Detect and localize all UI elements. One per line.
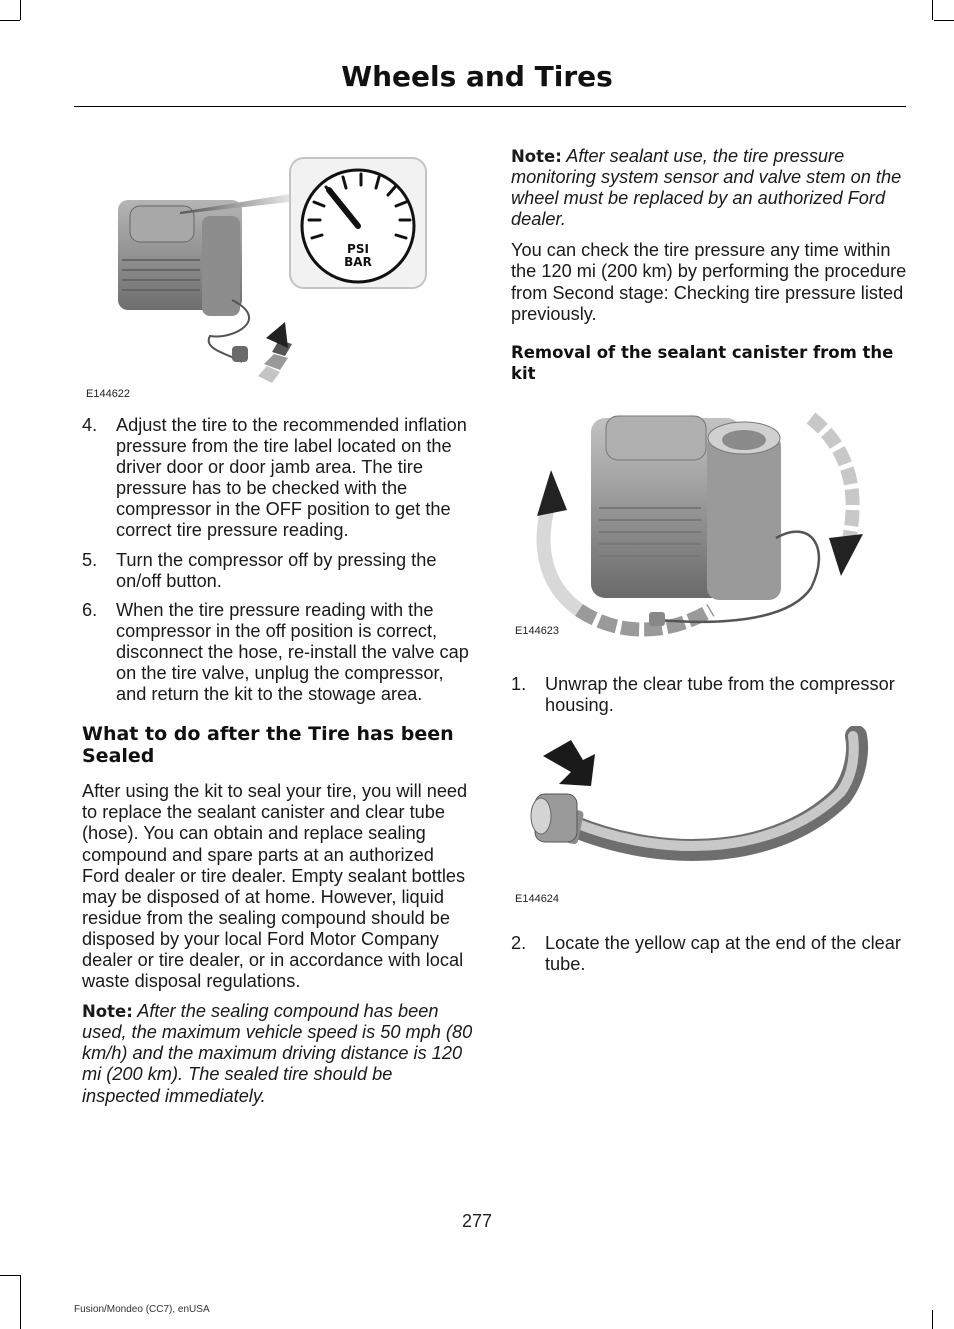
step-number: 4. [82,415,98,435]
list-item [82,415,474,542]
arrow-down-icon [543,740,595,786]
crop-mark [932,0,933,20]
note-text: After sealant use, the tire pressure monitoring system sensor and valve stem on the wheel must be replaced by an authorized Ford dealer. [511,146,902,230]
step-number: 6. [82,599,98,620]
list-item [511,933,907,975]
section-heading: Removal of the sealant canister from the kit [511,342,894,383]
figure-code: E144622 [86,388,131,400]
footer-text: Fusion/Mondeo (CC7), enUSA [74,1304,210,1315]
step-list [82,415,474,705]
crop-mark [0,1275,20,1276]
list-item [82,600,474,705]
canister-rotation-illustration [511,398,903,666]
body-paragraph: You can check the tire pressure any time within the 120 mi (200 km) by performing the procedure from Second stage: Checking tire pressure listed previously. [511,240,907,324]
note-paragraph [511,146,907,230]
crop-mark [20,0,21,20]
left-column [82,140,474,1107]
list-item [511,674,907,716]
crop-mark [932,1310,933,1329]
compressor-gauge-illustration [82,140,474,406]
body-paragraph: After using the kit to seal your tire, you will need to replace the sealant canister and clear tube (hose). You can obtain and replace sealing compound and spare parts at an authorized Ford dealer or tire dealer. Empty sealant bottles may be disposed of at home. However, liquid residue from the sealing compound should be disposed by your local Ford Motor Company dealer or tire dealer, or in accordance with local waste disposal regulations. [82,781,468,992]
step-number: 2. [511,932,527,953]
step-text: Turn the compressor off by pressing the on/off button. [116,549,437,591]
step-text: Adjust the tire to the recommended inflation pressure from the tire label located on the driver door or door jamb area. The tire pressure has to be checked with the compressor in the OFF position to get the correct tire pressure reading. [116,415,467,541]
section-heading: What to do after the Tire has been Sealed [82,723,454,768]
compressor-gauge-figure [82,140,474,406]
step-number: 5. [82,549,98,570]
canister-removal-figure [511,398,903,666]
clear-tube-illustration [511,726,903,924]
header-divider [74,106,906,107]
figure-code: E144624 [515,892,560,905]
page-title: Wheels and Tires [341,60,613,93]
step-text: Locate the yellow cap at the end of the clear tube. [545,932,901,975]
gauge-bar-label: BAR [344,255,372,269]
step-text: Unwrap the clear tube from the compressor housing. [545,673,895,715]
clear-tube-figure [511,726,903,924]
step-list [511,933,907,975]
step-list [511,674,907,716]
crop-mark [20,1275,21,1329]
note-paragraph [82,1001,474,1106]
arrow-up-icon [258,322,292,383]
note-label: Note: [82,1002,133,1022]
note-text: After the sealing compound has been used, the maximum vehicle speed is 50 mph (80 km/h) and the maximum driving distance is 120 mi (200 km). The sealed tire should be inspected immediately. [82,1001,473,1106]
crop-mark [934,20,954,21]
page-number: 277 [461,1211,493,1231]
gauge-psi-label: PSI [347,242,369,256]
list-item [82,550,474,592]
figure-code: E144623 [515,624,560,637]
right-column [511,146,907,983]
crop-mark [0,20,20,21]
note-label: Note: [511,147,562,166]
step-number: 1. [511,673,527,694]
step-text: When the tire pressure reading with the compressor in the off position is correct, disconnect the hose, re-install the valve cap on the tire valve, unplug the compressor, and return the kit to the stowage area. [116,599,469,705]
